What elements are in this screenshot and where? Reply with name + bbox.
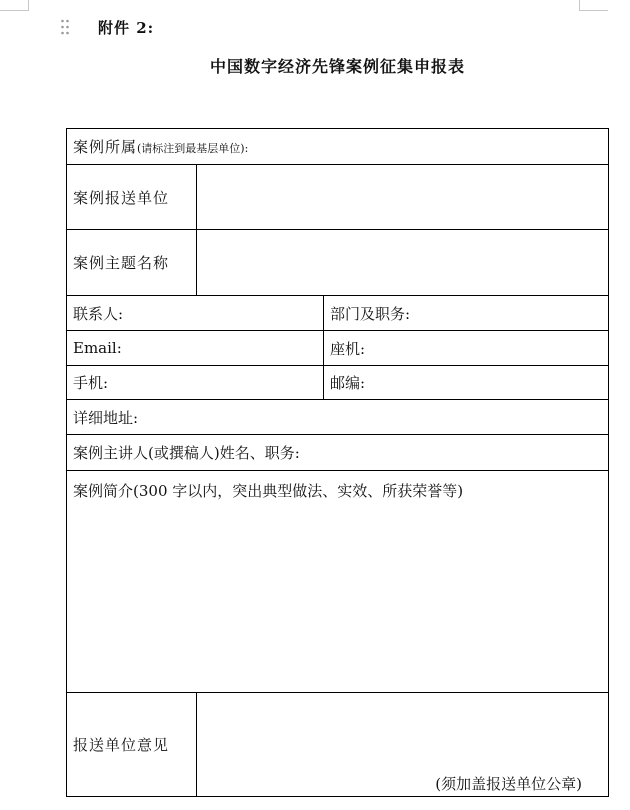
landline-label: 座机:: [330, 339, 366, 358]
summary-field[interactable]: [67, 471, 609, 693]
form-title: 中国数字经济先锋案例征集申报表: [209, 57, 465, 76]
row-speaker: [67, 435, 609, 471]
row-submitting-unit: [67, 165, 609, 230]
case-affiliation-note: (请标注到最基层单位):: [137, 142, 249, 155]
postcode-label: 邮编:: [330, 374, 366, 392]
case-affiliation-cell[interactable]: [67, 129, 609, 165]
row-address: [67, 400, 609, 435]
page-corner-mark-right: [579, 0, 608, 11]
email-label: Email:: [73, 339, 122, 357]
row-email: [67, 331, 609, 366]
case-affiliation-label: 案例所属: [73, 138, 138, 156]
row-mobile: [67, 366, 609, 400]
opinion-label: 报送单位意见: [67, 693, 197, 797]
contact-label: 联系人:: [73, 304, 124, 323]
row-opinion: [67, 693, 609, 797]
opinion-field[interactable]: [197, 693, 609, 797]
attachment-label: 附件 2:: [98, 19, 155, 37]
mobile-label: 手机:: [73, 374, 109, 392]
speaker-label: 案例主讲人(或撰稿人)姓名、职务:: [73, 444, 300, 462]
department-position-field[interactable]: [324, 296, 609, 331]
row-case-theme: [67, 230, 609, 296]
summary-label: 案例简介(300 字以内，突出典型做法、实效、所获荣誉等): [73, 482, 464, 500]
case-theme-field[interactable]: [197, 230, 609, 296]
case-theme-label: 案例主题名称: [67, 230, 197, 296]
row-summary: [67, 471, 609, 693]
postcode-field[interactable]: [324, 366, 609, 400]
seal-note: (须加盖报送单位公章): [435, 775, 583, 793]
submitting-unit-field[interactable]: [197, 165, 609, 230]
speaker-field[interactable]: [67, 435, 609, 471]
contact-field[interactable]: [67, 296, 324, 331]
page-corner-mark-left: [0, 0, 29, 11]
address-label: 详细地址:: [73, 408, 139, 427]
row-contact: [67, 296, 609, 331]
landline-field[interactable]: [324, 331, 609, 366]
submitting-unit-label: 案例报送单位: [67, 165, 197, 230]
mobile-field[interactable]: [67, 366, 324, 400]
address-field[interactable]: [67, 400, 609, 435]
department-position-label: 部门及职务:: [330, 304, 411, 323]
row-case-affiliation: [67, 129, 609, 165]
drag-handle-icon[interactable]: [60, 18, 70, 36]
application-form-table: [66, 128, 609, 797]
email-field[interactable]: [67, 331, 324, 366]
